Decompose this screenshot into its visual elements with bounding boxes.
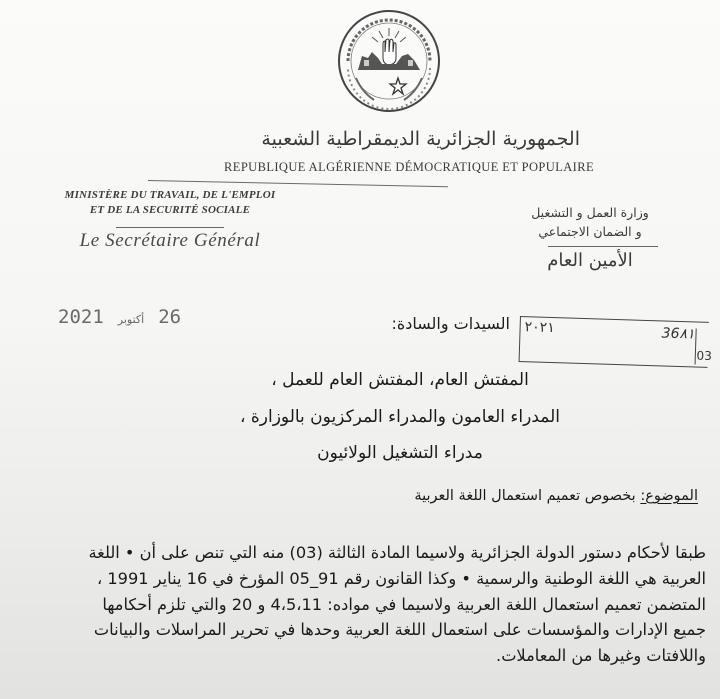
algeria-coat-of-arms-icon: [336, 8, 442, 114]
reference-year-handwritten: ٢٠٢١: [524, 319, 555, 337]
ministry-ar-line1: وزارة العمل و التشغيل: [531, 205, 649, 220]
reference-number-box: [519, 316, 713, 368]
body-line: جميع الإدارات والمؤسسات على استعمال اللغة العربية وحدها في تحرير المراسلات والبيانات: [93, 620, 706, 640]
secretary-general-title-arabic: الأمين العام: [547, 250, 633, 271]
ministry-name-french: [50, 188, 290, 218]
ministry-ar-line2: و الضمان الاجتماعي: [538, 224, 642, 239]
secretary-general-title-french: Le Secrétaire Général: [79, 230, 261, 251]
body-line: طبقا لأحكام دستور الدولة الجزائرية ولاسيما المادة الثالثة (03) منه التي تنص على أن • اللغة: [88, 543, 706, 562]
addressee-line: المدراء العامون والمدراء المركزيون بالوزارة ،: [239, 406, 561, 427]
addressee-list: [200, 362, 600, 472]
date-year: 2021: [58, 306, 104, 328]
letter-body: [14, 540, 706, 669]
ministry-divider-left: [116, 227, 224, 228]
addressee-line: المفتش العام، المفتش العام للعمل ،: [271, 370, 529, 390]
country-name-french: REPUBLIQUE ALGÉRIENNE DÉMOCRATIQUE ET POPULAIRE: [224, 160, 594, 174]
ministry-fr-line1: MINISTÈRE DU TRAVAIL, DE L'EMPLOI: [64, 189, 276, 201]
salutation: السيدات والسادة:: [391, 314, 510, 333]
reference-suffix: 03: [696, 348, 713, 364]
ministry-divider-right: [548, 246, 658, 247]
ministry-name-arabic: [505, 203, 675, 241]
ministry-fr-line2: ET DE LA SECURITÉ SOCIALE: [89, 204, 251, 216]
date-month: أكتوبر: [117, 313, 145, 326]
country-name-arabic: الجمهورية الجزائرية الديمقراطية الشعبية: [261, 128, 580, 150]
date-stamp: [58, 306, 181, 328]
reference-number-handwritten: 36٨١: [661, 325, 695, 343]
body-line: المتضمن تعميم استعمال اللغة العربية ولاسيما في مواده: 4،5،11 و 20 والتي تلزم أحكامها: [102, 594, 706, 614]
body-line: العربية هي اللغة الوطنية والرسمية • وكذا القانون رقم 91_05 المؤرخ في 16 يناير 1991 ،: [97, 568, 706, 588]
date-day: 26: [158, 306, 182, 328]
addressee-line: مدراء التشغيل الولائيون: [317, 443, 483, 463]
body-line: واللافتات وغيرها من المعاملات.: [496, 646, 706, 666]
subject-text: بخصوص تعميم استعمال اللغة العربية: [414, 488, 636, 504]
subject-label: الموضوع:: [640, 488, 698, 504]
subject-line: [300, 488, 698, 504]
header-divider: [148, 180, 448, 187]
